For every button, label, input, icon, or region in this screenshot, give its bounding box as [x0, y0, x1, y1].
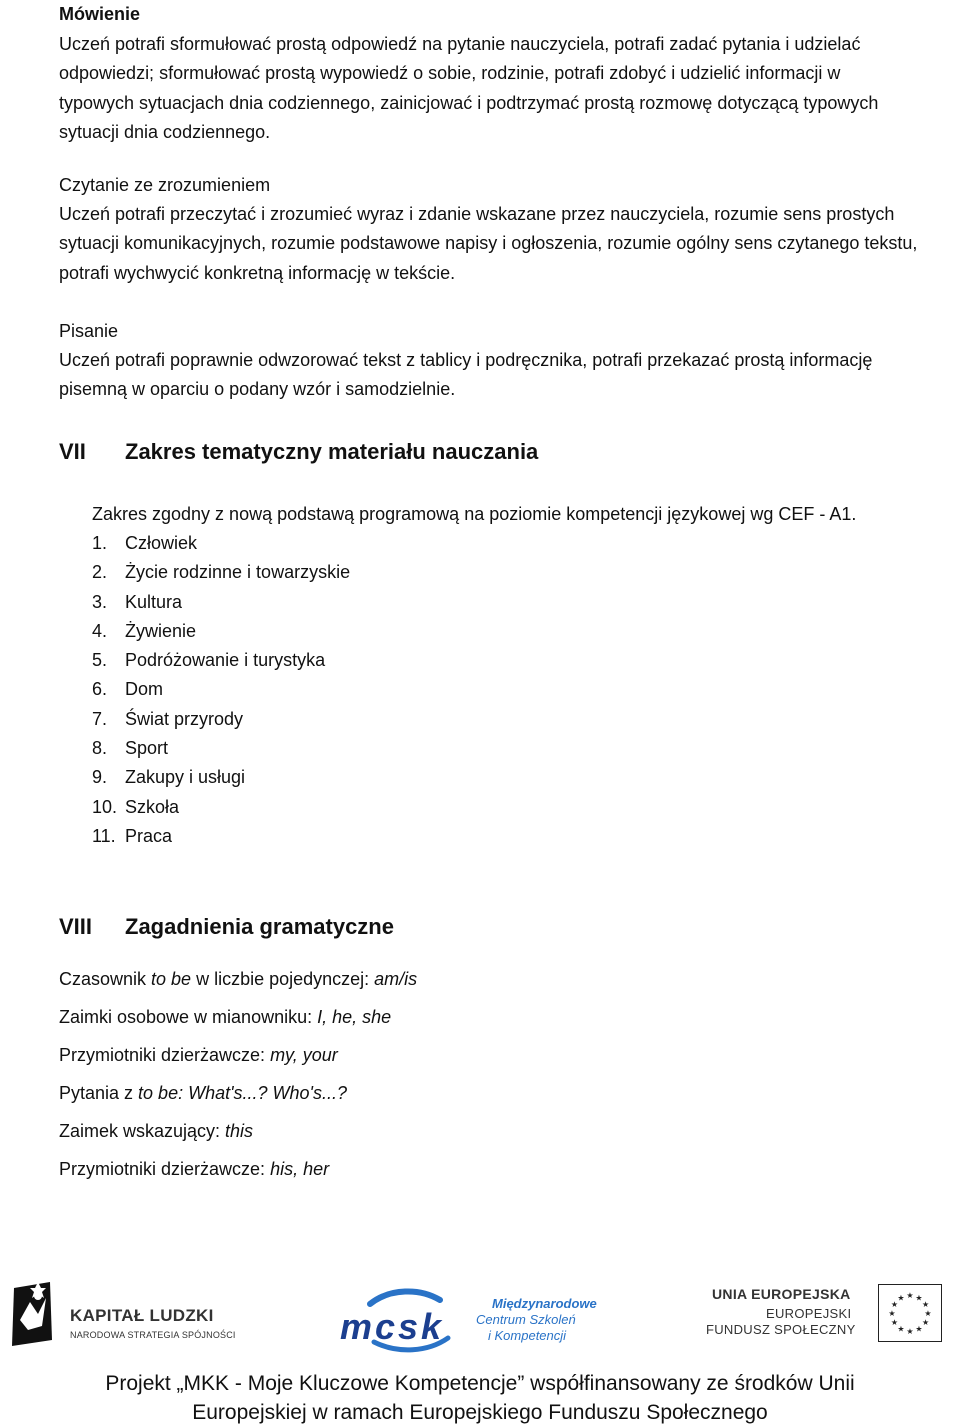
grammar-item [59, 1004, 919, 1030]
mcsk-line3: i Kompetencji [488, 1328, 567, 1343]
kapital-ludzki-logo [8, 1280, 238, 1360]
topic-label: Szkoła [125, 796, 180, 817]
topic-label: Podróżowanie i turystyka [125, 650, 326, 671]
kapital-ludzki-icon [8, 1280, 58, 1350]
topic-number: 1. [92, 533, 108, 553]
topic-number: 6. [92, 679, 108, 700]
section-7-number: VII [59, 439, 86, 464]
eu-flag-icon [878, 1284, 942, 1342]
grammar-example: this [225, 1121, 254, 1141]
topic-number: 7. [92, 708, 108, 729]
grammar-item [59, 1156, 919, 1182]
reading-heading: Czytanie ze zrozumieniem [59, 175, 271, 195]
topic-label: Żywienie [125, 620, 197, 641]
topic-number: 11. [92, 825, 116, 846]
topic-item [92, 617, 492, 646]
grammar-example: I, he, she [317, 1007, 392, 1027]
eu-title: UNIA EUROPEJSKA [712, 1286, 851, 1302]
grammar-item [59, 1080, 919, 1106]
speaking-section [59, 0, 919, 147]
eu-star-icon: ★ [897, 1293, 905, 1303]
footer-line-1: Projekt „MKK - Moje Kluczowe Kompetencje” współfinansowany ze środków Unii [105, 1372, 855, 1395]
topic-number: 5. [92, 650, 108, 671]
topics-list [92, 529, 492, 851]
eu-star-icon: ★ [922, 1318, 930, 1327]
grammar-example: to be: What's...? Who's...? [138, 1083, 348, 1103]
kapital-ludzki-title: KAPITAŁ LUDZKI [70, 1306, 214, 1325]
grammar-label: Czasownik [59, 969, 152, 989]
topic-number: 9. [92, 767, 108, 788]
grammar-label: Zaimek wskazujący: [59, 1121, 226, 1141]
footer-logos [0, 1270, 960, 1370]
speaking-text: Uczeń potrafi sformułować prostą odpowiedź na pytanie nauczyciela, potrafi zadać pytania i udzielać odpowiedzi; sformułować prostą wypowiedź o sobie, rodzinie, potrafi zdobyć i udzielić informacji w typowych sytuacjach dnia codziennego, zainicjować i podtrzymać prostą rozmowę dotyczącą typowych sytuacji dnia codziennego. [59, 34, 879, 142]
topic-label: Człowiek [125, 533, 198, 553]
topic-label: Praca [125, 825, 173, 846]
eu-logo [700, 1284, 950, 1364]
eu-star-icon: ★ [906, 1291, 914, 1300]
eu-line3: FUNDUSZ SPOŁECZNY [706, 1322, 856, 1337]
topic-item [92, 646, 492, 675]
reading-section [59, 171, 919, 288]
section-8-number: VIII [59, 914, 93, 939]
grammar-example: his, her [270, 1159, 330, 1179]
topic-label: Zakupy i usługi [125, 767, 246, 788]
mcsk-logo [340, 1286, 600, 1356]
topic-item [92, 734, 492, 763]
eu-star-icon: ★ [906, 1327, 914, 1336]
writing-heading: Pisanie [59, 321, 119, 341]
topic-item [92, 558, 492, 587]
grammar-label: Przymiotniki dzierżawcze: [59, 1045, 271, 1065]
topic-number: 8. [92, 738, 108, 759]
topic-label: Dom [125, 679, 164, 700]
topic-item [92, 822, 492, 851]
grammar-label: Przymiotniki dzierżawcze: [59, 1159, 271, 1179]
topic-item [92, 705, 492, 734]
eu-star-icon: ★ [890, 1318, 898, 1327]
eu-star-icon: ★ [922, 1300, 930, 1309]
eu-star-icon: ★ [888, 1309, 896, 1318]
grammar-item [59, 1042, 919, 1068]
section-7-intro: Zakres zgodny z nową podstawą programową na poziomie kompetencji językowej wg CEF - A1. [92, 504, 857, 524]
topic-number: 3. [92, 591, 108, 612]
grammar-item [59, 966, 919, 992]
topic-item [92, 763, 492, 792]
eu-star-icon: ★ [897, 1324, 905, 1334]
topic-label: Kultura [125, 591, 183, 612]
eu-line2: EUROPEJSKI [766, 1306, 852, 1321]
footer-project-text [0, 1369, 960, 1424]
topic-label: Sport [125, 738, 169, 759]
topic-number: 2. [92, 562, 108, 583]
grammar-label: w liczbie pojedynczej: [191, 969, 375, 989]
section-8-title: Zagadnienia gramatyczne [125, 914, 394, 939]
mcsk-line2: Centrum Szkoleń [476, 1312, 576, 1327]
eu-star-icon: ★ [890, 1300, 898, 1309]
topic-item [92, 588, 492, 617]
eu-star-icon: ★ [915, 1324, 923, 1334]
writing-section [59, 317, 919, 405]
grammar-label: Zaimki osobowe w mianowniku: [59, 1007, 318, 1027]
topic-number: 10. [92, 796, 118, 817]
writing-text: Uczeń potrafi poprawnie odwzorować tekst z tablicy i podręcznika, potrafi przekazać prostą informację pisemną w oparciu o podany wzór i samodzielnie. [59, 350, 873, 400]
grammar-example: to be [151, 969, 192, 989]
reading-text: Uczeń potrafi przeczytać i zrozumieć wyraz i zdanie wskazane przez nauczyciela, rozumie sens prostych sytuacji komunikacyjnych, rozumie podstawowe napisy i ogłoszenia, rozumie ogólny sens czytanego tekstu, potrafi wychwycić konkretną informację w tekście. [59, 204, 918, 283]
topic-item [92, 675, 492, 704]
mcsk-line1: Międzynarodowe [492, 1296, 597, 1311]
section-7-title: Zakres tematyczny materiału nauczania [125, 439, 539, 464]
grammar-example: my, your [270, 1045, 338, 1065]
kapital-ludzki-subtitle: NARODOWA STRATEGIA SPÓJNOŚCI [70, 1330, 236, 1340]
speaking-heading: Mówienie [59, 4, 141, 24]
grammar-example: am/is [374, 969, 418, 989]
eu-star-icon: ★ [924, 1309, 932, 1318]
eu-star-icon: ★ [915, 1293, 923, 1303]
footer-line-2: Europejskiej w ramach Europejskiego Funduszu Społecznego [192, 1401, 768, 1424]
topic-item [92, 529, 492, 558]
grammar-item [59, 1118, 919, 1144]
topic-item [92, 793, 492, 822]
topic-label: Życie rodzinne i towarzyskie [125, 562, 351, 583]
mcsk-wordmark: mcsk [340, 1306, 445, 1347]
topic-label: Świat przyrody [125, 708, 244, 729]
topic-number: 4. [92, 620, 108, 641]
grammar-label: Pytania z [59, 1083, 139, 1103]
